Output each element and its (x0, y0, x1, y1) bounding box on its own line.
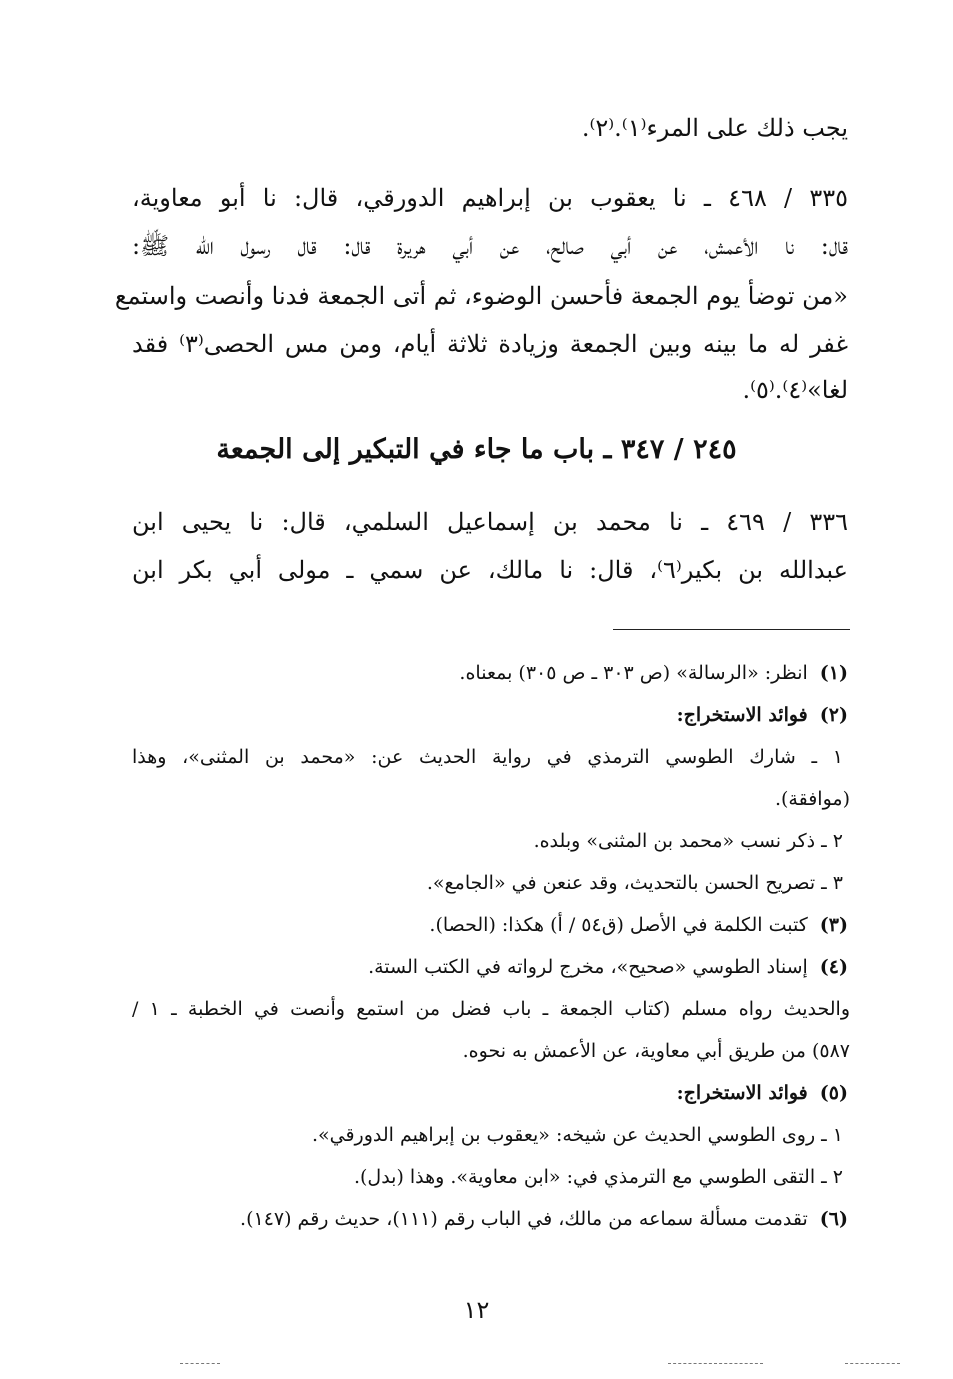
main-text-line-6: لغا»⁽٤⁾.⁽٥⁾. (742, 376, 848, 404)
footnote-5-item-1: ١ ـ روى الطوسي الحديث عن شيخه: «يعقوب بن إبراهيم الدورقي». (311, 1124, 843, 1146)
footnote-number: (٥) (819, 1082, 848, 1104)
main-text-line-1: يجب ذلك على المرء⁽١⁾.⁽٢⁾. (581, 114, 848, 142)
footnote-text: فوائد الاستخراج: (676, 704, 808, 726)
footnote-4 (368, 958, 848, 977)
main-text-line-8: عبدالله بن بكير⁽٦⁾، قال: نا مالك، عن سمي ـ مولى أبي بكر ابن (132, 556, 848, 584)
main-text-line-3: قال: نا الأعمش، عن أبي صالح، عن أبي هريرة قال: قال رسول الله ﷺ: (132, 232, 848, 260)
chapter-heading: ٢٤٥ / ٣٤٧ ـ باب ما جاء في التبكير إلى الجمعة (216, 434, 737, 465)
footnote-5 (677, 1084, 848, 1103)
footnote-text: إسناد الطوسي «صحيح»، مخرج لرواته في الكتب الستة. (368, 956, 808, 978)
footnote-3 (429, 916, 848, 935)
footnote-separator (613, 629, 850, 630)
footnote-text: انظر: «الرسالة» (ص ٣٠٣ ـ ص ٣٠٥) بمعناه. (459, 662, 808, 684)
main-text-line-7: ٣٣٦ / ٤٦٩ ـ نا محمد بن إسماعيل السلمي، قال: نا يحيى ابن (132, 508, 848, 536)
page-number: ١٢ (463, 1296, 490, 1324)
footnote-2-item-1-cont: (موافقة). (774, 788, 850, 810)
footnote-2-item-2: ٢ ـ ذكر نسب «محمد بن المثنى» وبلده. (533, 830, 843, 852)
footnote-4-cont-1: والحديث رواه مسلم (كتاب الجمعة ـ باب فضل من استمع وأنصت في الخطبة ـ ١ / (132, 998, 850, 1020)
footnote-text: فوائد الاستخراج: (676, 1082, 808, 1104)
footnote-number: (١) (819, 662, 848, 684)
main-text-line-5: غفر له ما بينه وبين الجمعة وزيادة ثلاثة أيام، ومن مس الحصى⁽٣⁾ فقد (132, 330, 848, 358)
footnote-1 (459, 664, 848, 683)
footnote-2-item-3: ٣ ـ تصريح الحسن بالتحديث، وقد عنعن في «الجامع». (426, 872, 843, 894)
main-text-line-2: ٣٣٥ / ٤٦٨ ـ نا يعقوب بن إبراهيم الدورقي، قال: نا أبو معاوية، (132, 184, 849, 212)
footnote-text: كتبت الكلمة في الأصل (ق٥٤ / أ) هكذا: (الحصا). (429, 914, 808, 936)
footnote-text: تقدمت مسألة سماعه من مالك، في الباب رقم (١١١)، حديث رقم (١٤٧). (240, 1208, 808, 1230)
footnote-number: (٦) (819, 1208, 848, 1230)
scan-edge-marks (0, 1360, 953, 1368)
footnote-number: (٣) (819, 914, 848, 936)
footnote-5-item-2: ٢ ـ التقى الطوسي مع الترمذي في: «ابن معاوية». وهذا (بدل). (353, 1166, 843, 1188)
footnote-number: (٤) (819, 956, 848, 978)
footnote-2 (677, 706, 848, 725)
footnote-4-cont-2: ٥٨٧) من طريق أبي معاوية، عن الأعمش به نحوه. (462, 1040, 850, 1062)
main-text-line-4: «من توضأ يوم الجمعة فأحسن الوضوء، ثم أتى الجمعة فدنا وأنصت واستمع (114, 282, 848, 310)
footnote-6 (240, 1210, 848, 1229)
footnote-number: (٢) (819, 704, 848, 726)
footnote-2-item-1: ١ ـ شارك الطوسي الترمذي في رواية الحديث عن: «محمد بن المثنى»، وهذا (132, 746, 843, 768)
